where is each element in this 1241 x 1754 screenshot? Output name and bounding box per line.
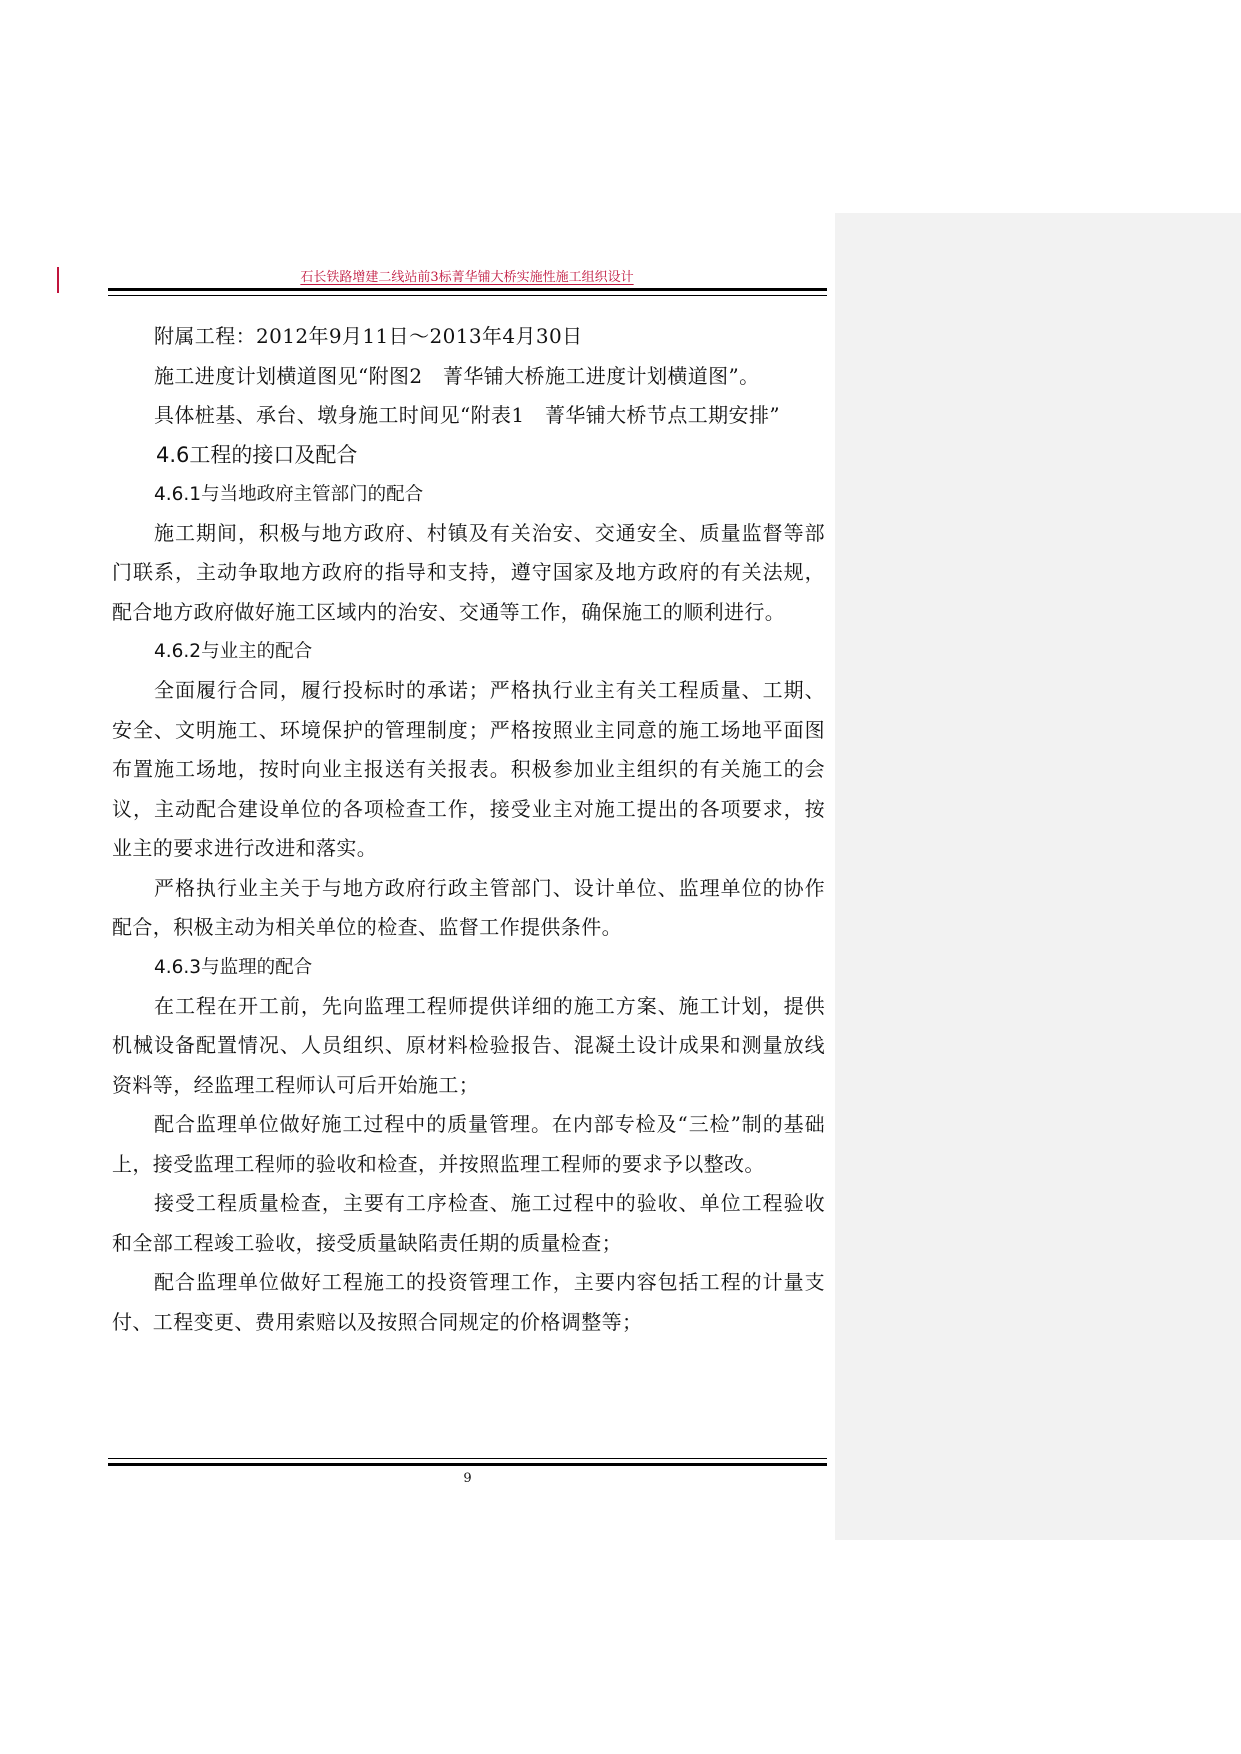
paragraph: 施工期间，积极与地方政府、村镇及有关治安、交通安全、质量监督等部门联系，主动争取地方政府的指导和支持，遵守国家及地方政府的有关法规，配合地方政府做好施工区域内的治安、交通等工作，确保施工的顺利进行。 — [112, 520, 825, 624]
page-number: 9 — [463, 1471, 472, 1486]
footer-rule — [108, 1458, 827, 1466]
change-bar — [57, 267, 59, 293]
paragraph: 配合监理单位做好工程施工的投资管理工作，主要内容包括工程的计量支付、工程变更、费用索赔以及按照合同规定的价格调整等； — [112, 1270, 825, 1334]
paragraph: 具体桩基、承台、墩身施工时间见“附表1 菁华铺大桥节点工期安排” — [154, 403, 780, 427]
subsection-heading: 4.6.1与当地政府主管部门的配合 — [154, 483, 424, 505]
page-body — [112, 317, 825, 1342]
header-rule — [108, 288, 827, 296]
paragraph: 施工进度计划横道图见“附图2 菁华铺大桥施工进度计划横道图”。 — [154, 363, 760, 388]
subsection-heading: 4.6.2与业主的配合 — [154, 641, 313, 662]
paragraph: 全面履行合同，履行投标时的承诺；严格执行业主有关工程质量、工期、安全、文明施工、环境保护的管理制度；严格按照业主同意的施工场地平面图布置施工场地，按时向业主报送有关报表。积极参加业主组织的有关施工的会议，主动配合建设单位的各项检查工作，接受业主对施工提出的各项要求，按业主的要求进行改进和落实。 — [112, 678, 825, 860]
section-heading: 4.6工程的接口及配合 — [156, 442, 358, 467]
paragraph: 配合监理单位做好施工过程中的质量管理。在内部专检及“三检”制的基础上，接受监理工程师的验收和检查，并按照监理工程师的要求予以整改。 — [112, 1112, 825, 1176]
page-header: 石长铁路增建二线站前3标菁华铺大桥实施性施工组织设计 — [300, 270, 634, 285]
paragraph: 在工程在开工前，先向监理工程师提供详细的施工方案、施工计划，提供机械设备配置情况、人员组织、原材料检验报告、混凝土设计成果和测量放线资料等，经监理工程师认可后开始施工； — [112, 993, 825, 1097]
subsection-heading: 4.6.3与监理的配合 — [154, 956, 313, 978]
comment-pane — [835, 213, 1241, 1540]
paragraph: 附属工程：2012年9月11日～2013年4月30日 — [154, 324, 583, 348]
paragraph: 严格执行业主关于与地方政府行政主管部门、设计单位、监理单位的协作配合，积极主动为相关单位的检查、监督工作提供条件。 — [112, 875, 825, 939]
paragraph: 接受工程质量检查，主要有工序检查、施工过程中的验收、单位工程验收和全部工程竣工验收，接受质量缺陷责任期的质量检查； — [112, 1191, 825, 1255]
